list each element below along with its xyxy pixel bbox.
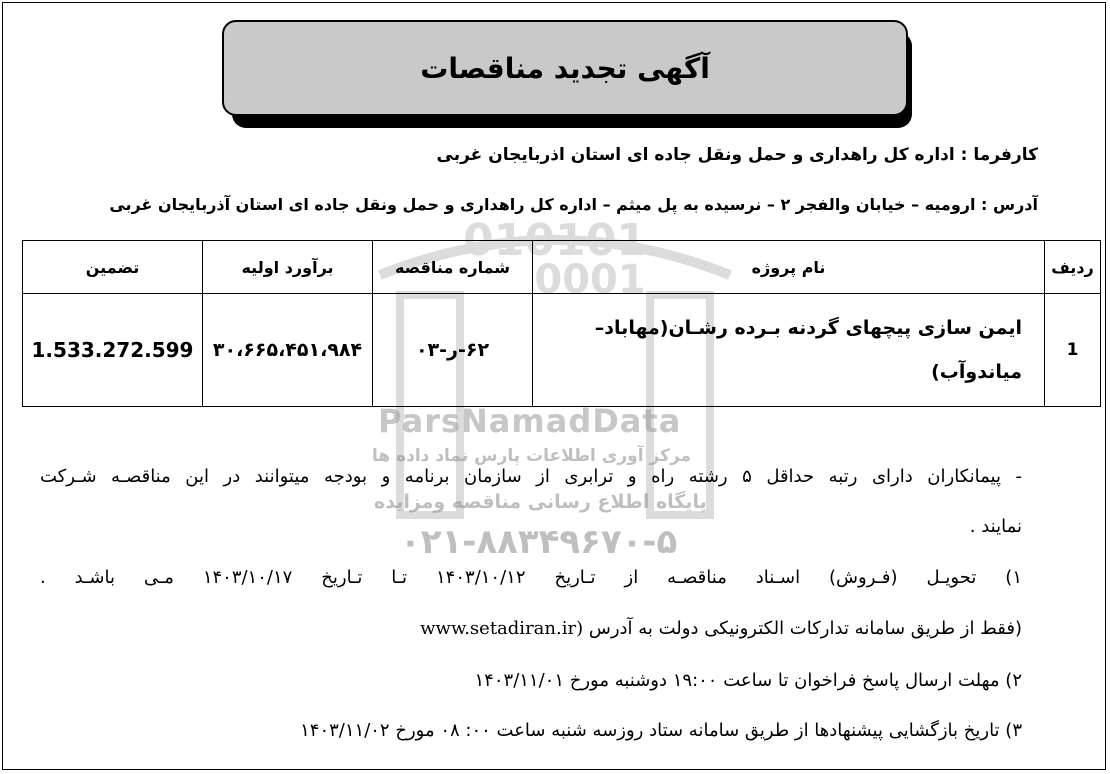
header-row-number: ردیف — [1045, 241, 1101, 294]
header-project-name: نام پروژه — [533, 241, 1045, 294]
title-banner — [222, 20, 908, 116]
cell-initial-estimate: ۳۰،۶۶۵،۴۵۱،۹۸۴ — [203, 294, 373, 407]
cell-tender-number: ۶۲-ر-۰۳ — [373, 294, 533, 407]
page-title: آگهی تجدید مناقصات — [420, 51, 710, 85]
watermark-subtitle: مرکز آوری اطلاعات پارس نماد داده ها — [372, 446, 692, 466]
project-name-line-2: میاندوآب) — [931, 361, 1022, 383]
watermark-digits-1: 010101 — [463, 215, 647, 266]
cell-project-name — [533, 294, 1045, 407]
contractor-eligibility-line-1: - پیمانکاران دارای رتبه حداقل ۵ رشته راه و ترابری از سازمان برنامه و بودجه میتوانند در این مناقصـه شـرکت — [40, 466, 1022, 487]
project-name-line-1: ایمن سازی پیچهای گردنه بـرده رشـان(مهاباد– — [594, 317, 1022, 339]
response-deadline: ۲) مهلت ارسال پاسخ فراخوان تا ساعت ۱۹:۰۰ دوشنبه مورخ ۱۴۰۳/۱۱/۰۱ — [474, 670, 1022, 691]
address-line: آدرس : ارومیه – خیابان والفجر ۲ – نرسیده به پل میثم – اداره کل راهداری و حمل ونقل جاده ای استان آذربایجان غربی — [109, 195, 1038, 214]
contractor-eligibility-line-2: نمایند . — [969, 516, 1022, 537]
header-guarantee: تضمین — [23, 241, 203, 294]
cell-row-number: 1 — [1045, 294, 1101, 407]
watermark-tagline: پایگاه اطلاع رسانی مناقصه ومزایده — [374, 491, 707, 513]
document-sale-dates: ۱) تحویـل (فـروش) اسـناد مناقصـه از تـاریخ ۱۴۰۳/۱۰/۱۲ تـا تـاریخ ۱۴۰۳/۱۰/۱۷ مـی باشـد . — [40, 567, 1022, 588]
employer-line: کارفرما : اداره کل راهداری و حمل ونقل جاده ای استان اذربایجان غربی — [436, 145, 1038, 165]
setad-portal-link[interactable]: www.setadiran.ir) — [420, 618, 584, 639]
header-initial-estimate: برآورد اولیه — [203, 241, 373, 294]
table-header-row — [23, 241, 1101, 294]
header-tender-number: شماره مناقصه — [373, 241, 533, 294]
table-row — [23, 294, 1101, 407]
setad-portal-note — [420, 618, 1022, 639]
cell-guarantee: 1.533.272.599 — [23, 294, 203, 407]
watermark-brand: ParsNamadData — [378, 402, 682, 440]
tender-table — [22, 240, 1101, 407]
setad-portal-text: (فقط از طریق سامانه تدارکات الکترونیکی دولت به آدرس — [588, 618, 1022, 639]
watermark-phone: ۰۲۱-۸۸۳۴۹۶۷۰-۵ — [400, 522, 678, 562]
bid-opening-date: ۳) تاریخ بازگشایی پیشنهادها از طریق سامانه ستاد روزسه شنبه ساعت ۰۰: ۰۸ مورخ ۱۴۰۳/۱۱/۰۲ — [300, 720, 1022, 741]
watermark-digits-2: 0001 — [534, 257, 646, 303]
